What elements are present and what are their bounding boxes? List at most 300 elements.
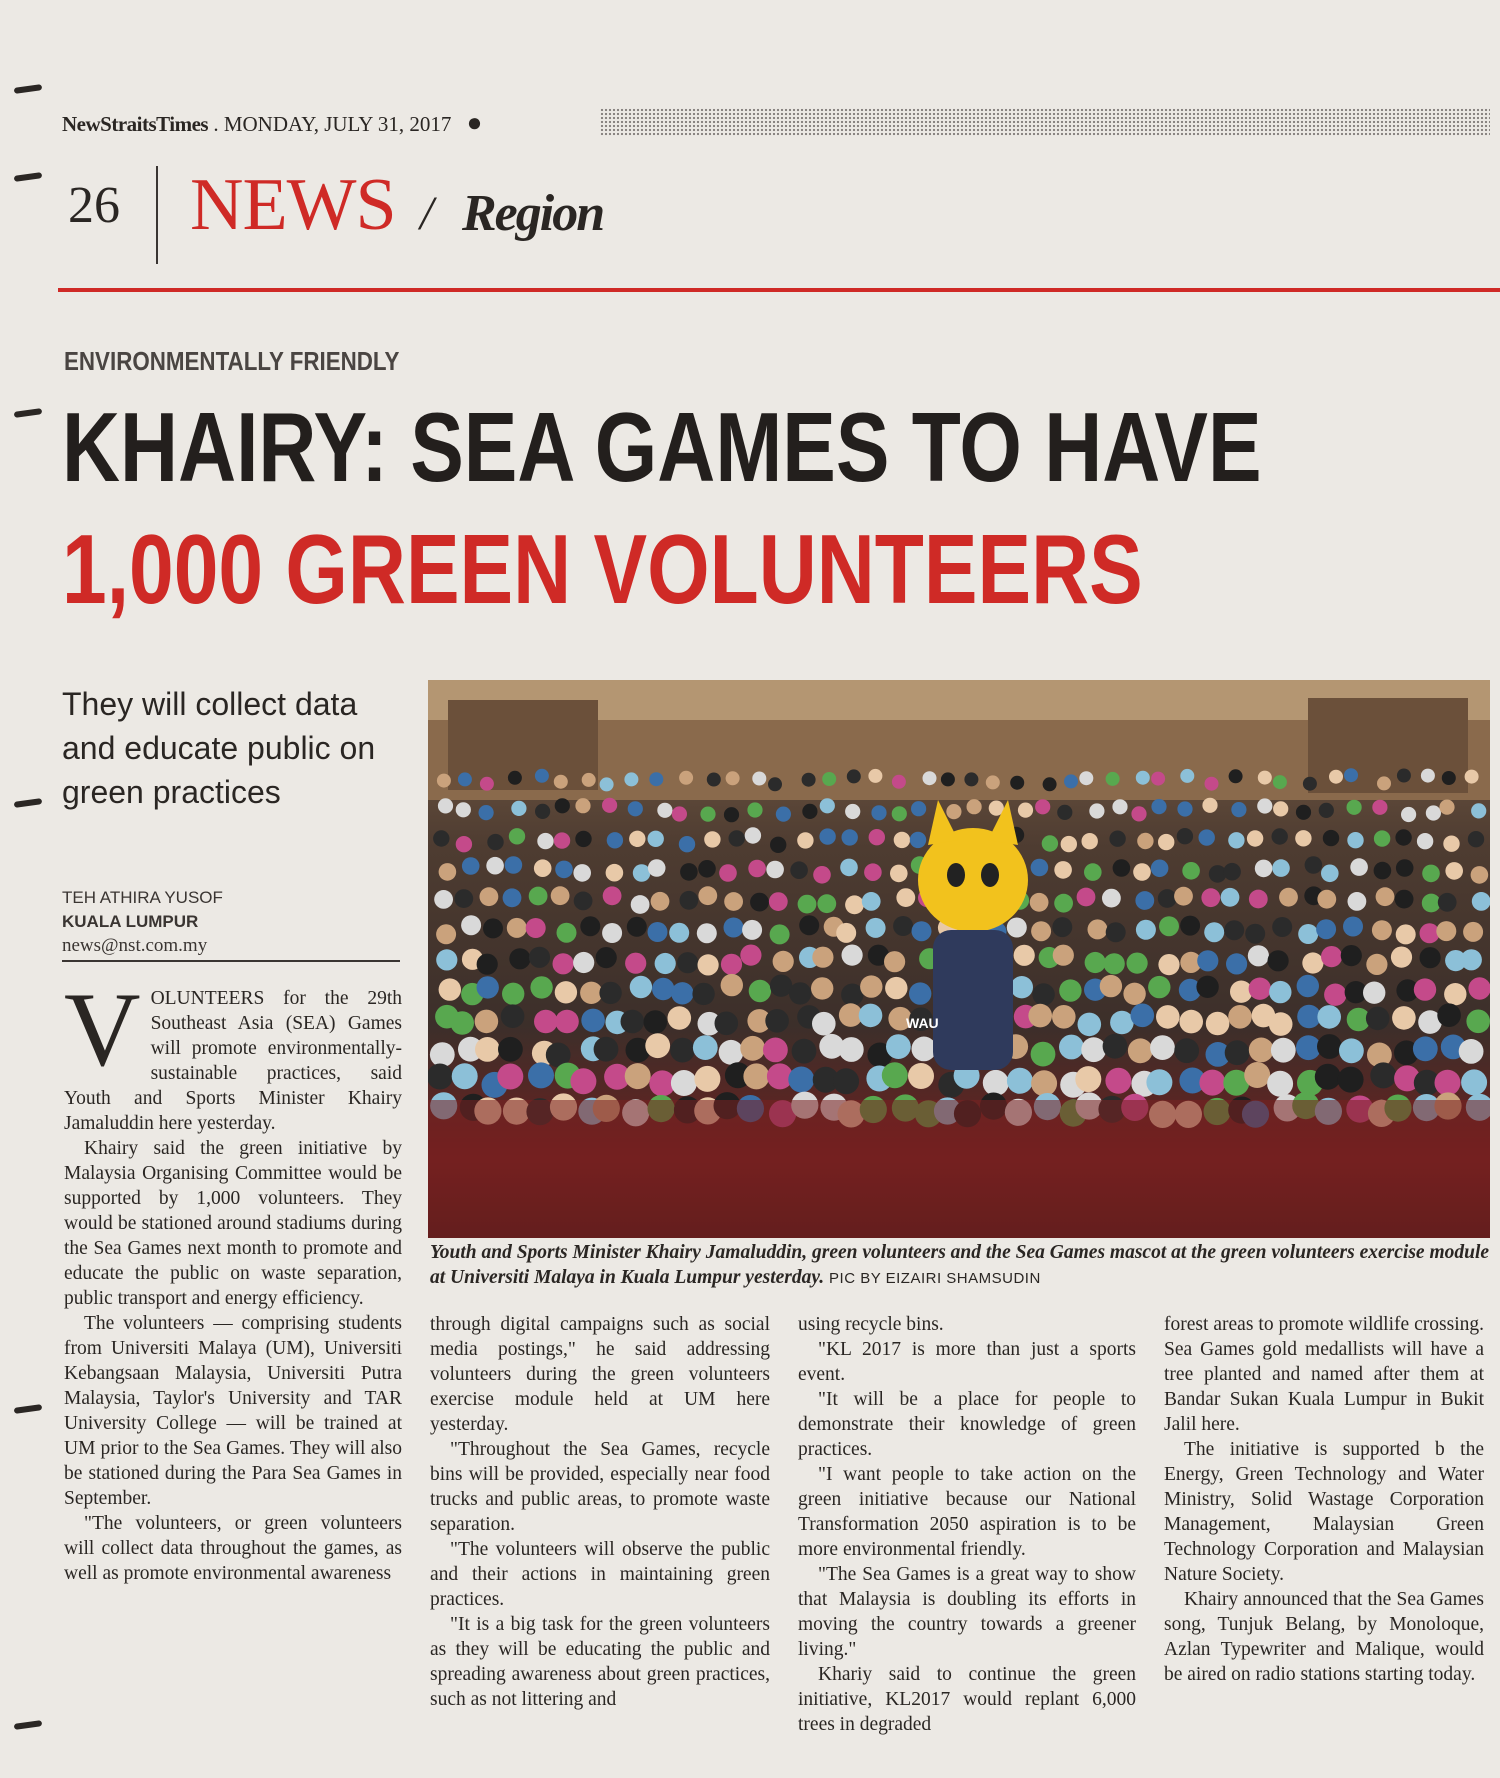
photo-credit: PIC BY EIZAIRI SHAMSUDIN (829, 1270, 1041, 1287)
issue-date: . MONDAY, JULY 31, 2017 (213, 112, 452, 136)
crowd-figure (1206, 1012, 1230, 1036)
crowd-figure (573, 864, 591, 882)
crowd-figure (1321, 946, 1342, 967)
crowd-figure (1437, 1003, 1461, 1027)
crowd-figure (1221, 888, 1240, 907)
byline-rule (62, 960, 400, 962)
crowd-figure (655, 953, 676, 974)
crowd-figure (1273, 801, 1288, 816)
crowd-figure (817, 894, 836, 913)
crowd-figure (1461, 1069, 1487, 1095)
crowd-figure (1053, 945, 1074, 966)
crowd-figure (1078, 1013, 1102, 1037)
crowd-figure (1054, 861, 1072, 879)
crowd-figure (864, 863, 882, 881)
crowd-figure (573, 952, 594, 973)
crowd-figure (1128, 1038, 1153, 1063)
crowd-figure (1315, 1064, 1341, 1090)
crowd-figure (845, 804, 860, 819)
crowd-figure (1438, 893, 1457, 912)
crowd-figure (1177, 828, 1193, 844)
crowd-figure (487, 834, 503, 850)
crowd-figure (1103, 1034, 1128, 1059)
crowd-figure (1010, 776, 1024, 790)
crowd-figure (836, 923, 856, 943)
crowd-figure (1146, 1069, 1172, 1095)
crowd-figure (555, 981, 577, 1003)
crowd-figure (1151, 772, 1165, 786)
crowd-figure (1079, 771, 1093, 785)
crowd-figure (557, 923, 577, 943)
crowd-figure (1296, 805, 1311, 820)
paragraph: The volunteers — comprising students from Universiti Malaya (UM), Universiti Kebangsaan Malaysia, Universiti Putra Malaysia, Taylor's University and TAR University College — will be trained at UM prior to the Sea Games. They will also be stationed during the Para Sea Games in September. (64, 1313, 402, 1509)
crowd-figure (1255, 860, 1273, 878)
crowd-figure (745, 827, 761, 843)
crowd-figure (555, 798, 570, 813)
section-rule (58, 288, 1500, 292)
crowd-figure (726, 771, 740, 785)
crowd-figure (866, 918, 886, 938)
crowd-figure (822, 772, 836, 786)
crowd-figure (773, 951, 794, 972)
crowd-figure (645, 1033, 670, 1058)
crowd-figure (1463, 922, 1483, 942)
crowd-figure (1395, 890, 1414, 909)
crowd-figure (1248, 945, 1269, 966)
crowd-figure (748, 860, 766, 878)
crowd-figure (555, 861, 573, 879)
paragraph: "It will be a place for people to demonstrate their knowledge of green practices. (798, 1389, 1136, 1460)
crowd-figure (1272, 828, 1288, 844)
crowd-figure (1197, 950, 1218, 971)
crowd-figure (1077, 888, 1096, 907)
crowd-figure (1295, 830, 1311, 846)
crowd-figure (625, 953, 646, 974)
paragraph: Khariy said to continue the green initiative, KL2017 would replant 6,000 trees in degraded (798, 1664, 1136, 1735)
crowd-figure (1442, 771, 1456, 785)
paragraph: "The volunteers, or green volunteers will collect data throughout the games, as well as promote environmental awareness (64, 1513, 402, 1584)
crowd-figure (535, 769, 549, 783)
crowd-figure (668, 1006, 692, 1030)
crowd-figure (912, 921, 932, 941)
crowd-figure (575, 798, 590, 813)
crowd-figure (1028, 1004, 1052, 1028)
crowd-figure (486, 857, 504, 875)
crowd-figure (719, 864, 737, 882)
crowd-figure (697, 923, 717, 943)
crowd-figure (1374, 862, 1392, 880)
crowd-figure (644, 1010, 668, 1034)
crowd-figure (633, 864, 651, 882)
masthead-dotted-strip (600, 108, 1490, 136)
crowd-figure (700, 807, 715, 822)
crowd-figure (483, 918, 503, 938)
binding-mark (14, 408, 43, 418)
standfirst: They will collect data and educate public on green practices (62, 686, 376, 810)
crowd-figure (671, 982, 693, 1004)
crowd-figure (1377, 776, 1391, 790)
crowd-figure (570, 1068, 596, 1094)
crowd-figure (1339, 1038, 1364, 1063)
crowd-figure (680, 863, 698, 881)
crowd-figure (1305, 856, 1323, 874)
crowd-figure (698, 860, 716, 878)
newspaper-name: NewStraitsTimes (62, 112, 209, 136)
crowd-figure (724, 807, 739, 822)
crowd-figure (1391, 947, 1412, 968)
crowd-figure (752, 772, 766, 786)
bullet-dot-icon: ● (466, 108, 483, 137)
crowd-figure (721, 954, 742, 975)
crowd-figure (534, 859, 552, 877)
crowd-figure (1032, 983, 1054, 1005)
crowd-figure (1273, 775, 1287, 789)
crowd-figure (628, 801, 643, 816)
crowd-figure (509, 948, 530, 969)
crowd-figure (1102, 889, 1121, 908)
crowd-figure (1136, 920, 1156, 940)
crowd-figure (1466, 1010, 1490, 1034)
crowd-figure (1148, 976, 1170, 998)
crowd-figure (1031, 859, 1049, 877)
crowd-figure (1258, 771, 1272, 785)
crowd-figure (1061, 836, 1077, 852)
crowd-figure (707, 773, 721, 787)
crowd-figure (1344, 768, 1358, 782)
crowd-figure (1302, 952, 1323, 973)
crowd-figure (1228, 1005, 1252, 1029)
crowd-figure (1151, 860, 1169, 878)
crowd-figure (1422, 894, 1441, 913)
crowd-figure (693, 1035, 718, 1060)
crowd-figure (802, 804, 817, 819)
crowd-figure (1435, 1070, 1461, 1096)
crowd-figure (802, 773, 816, 787)
crowd-figure (1279, 888, 1298, 907)
crowd-figure (629, 831, 645, 847)
crowd-figure (770, 975, 792, 997)
crowd-figure (1272, 859, 1290, 877)
crowd-figure (651, 892, 670, 911)
binding-mark (14, 84, 43, 94)
crowd-figure (649, 772, 663, 786)
crowd-figure (770, 924, 790, 944)
crowd-figure (1421, 769, 1435, 783)
crowd-figure (813, 866, 831, 884)
crowd-figure (1131, 1004, 1155, 1028)
paragraph: through digital campaigns such as social media postings," he said addressing volunteers during the green volunteers exercise module held at UM here yesterday. (430, 1314, 770, 1435)
crowd-figure (1180, 916, 1200, 936)
crowd-figure (652, 978, 674, 1000)
kicker: ENVIRONMENTALLY FRIENDLY (64, 346, 400, 376)
crowd-figure (1271, 1038, 1296, 1063)
crowd-figure (1159, 916, 1179, 936)
news-photo (428, 680, 1490, 1238)
crowd-figure (461, 915, 481, 935)
crowd-figure (526, 918, 546, 938)
crowd-figure (1414, 978, 1436, 1000)
crowd-figure (1249, 890, 1268, 909)
crowd-figure (437, 774, 451, 788)
crowd-figure (790, 861, 808, 879)
crowd-figure (909, 982, 931, 1004)
crowd-figure (862, 892, 881, 911)
crowd-figure (477, 976, 499, 998)
crowd-figure (1317, 1034, 1342, 1059)
crowd-figure (1468, 977, 1490, 999)
crowd-figure (1052, 1005, 1076, 1029)
crowd-figure (797, 832, 813, 848)
crowd-figure (454, 889, 473, 908)
byline-author: TEH ATHIRA YUSOF (62, 888, 223, 907)
crowd-figure (1439, 800, 1454, 815)
crowd-figure (1316, 919, 1336, 939)
crowd-figure (1151, 799, 1166, 814)
crowd-figure (724, 918, 744, 938)
crowd-figure (501, 1004, 525, 1028)
crowd-figure (1297, 1005, 1321, 1029)
crowd-figure (430, 1042, 455, 1067)
crowd-figure (1031, 1042, 1056, 1067)
crowd-figure (1204, 922, 1224, 942)
crowd-figure (1225, 1040, 1250, 1065)
crowd-figure (1011, 976, 1033, 998)
subsection-title: Region (462, 185, 604, 242)
crowd-figure (456, 836, 472, 852)
crowd-figure (1014, 945, 1035, 966)
crowd-figure (1350, 858, 1368, 876)
paragraph: using recycle bins. (798, 1314, 944, 1335)
crowd-figure (1372, 800, 1387, 815)
crowd-figure (669, 923, 689, 943)
crowd-figure (1031, 1070, 1057, 1096)
crowd-figure (1106, 772, 1120, 786)
crowd-figure (1321, 865, 1339, 883)
crowd-figure (923, 771, 937, 785)
crowd-figure (1105, 1068, 1131, 1094)
crowd-figure (582, 773, 596, 787)
crowd-figure (1088, 919, 1108, 939)
crowd-figure (1109, 831, 1125, 847)
crowd-figure (509, 828, 525, 844)
crowd-figure (438, 798, 453, 813)
crowd-figure (1174, 887, 1193, 906)
crowd-figure (1089, 803, 1104, 818)
crowd-figure (1113, 859, 1131, 877)
crowd-figure (1030, 893, 1049, 912)
crowd-figure (1420, 923, 1440, 943)
byline (62, 886, 402, 958)
crowd-figure (1196, 976, 1218, 998)
crowd-figure (812, 947, 833, 968)
crowd-figure (1106, 922, 1126, 942)
crowd-figure (1298, 924, 1318, 944)
crowd-figure (1324, 984, 1346, 1006)
crowd-figure (456, 802, 471, 817)
crowd-figure (1426, 805, 1441, 820)
crowd-figure (892, 806, 907, 821)
crowd-figure (580, 916, 600, 936)
crowd-figure (480, 777, 494, 791)
paragraph: "It is a big task for the green volunteers as they will be educating the public and spreading awareness about green practices, such as not littering and (430, 1614, 770, 1710)
crowd-figure (964, 772, 978, 786)
photo-caption (430, 1240, 1492, 1291)
crowd-figure (1158, 889, 1177, 908)
crowd-figure (869, 829, 885, 845)
article-column-3 (798, 1312, 1136, 1737)
crowd-figure (719, 1040, 744, 1065)
crowd-figure (1158, 954, 1179, 975)
section-slash: / (420, 187, 434, 240)
crowd-figure (789, 982, 811, 1004)
paragraph: "The volunteers will observe the public and their actions in maintaining green practices. (430, 1539, 770, 1610)
crowd-figure (798, 895, 817, 914)
crowd-figure (1395, 829, 1411, 845)
crowd-figure (799, 915, 819, 935)
crowd-figure (1085, 952, 1106, 973)
crowd-figure (630, 976, 652, 998)
crowd-figure (1268, 950, 1289, 971)
crowd-figure (724, 892, 743, 911)
crowd-figure (1269, 981, 1291, 1003)
crowd-figure (624, 772, 638, 786)
crowd-figure (1376, 887, 1395, 906)
crowd-figure (1064, 774, 1078, 788)
crowd-figure (1081, 1037, 1106, 1062)
crowd-figure (657, 803, 672, 818)
crowd-figure (1436, 921, 1456, 941)
paragraph: "Throughout the Sea Games, recycle bins will be provided, especially near food trucks and public areas, to promote waste separation. (430, 1439, 770, 1535)
crowd-figure (602, 798, 617, 813)
crowd-figure (1397, 769, 1411, 783)
crowd-figure (1110, 1011, 1134, 1035)
crowd-figure (1319, 803, 1334, 818)
crowd-figure (1018, 803, 1033, 818)
crowd-figure (1468, 831, 1484, 847)
crowd-figure (502, 983, 524, 1005)
crowd-figure (537, 833, 553, 849)
crowd-figure (1269, 1012, 1293, 1036)
crowd-figure (580, 982, 602, 1004)
crowd-figure (1059, 979, 1081, 1001)
crowd-figure (765, 1009, 789, 1033)
binding-mark (14, 1720, 43, 1730)
crowd-figure (868, 769, 882, 783)
crowd-figure (606, 864, 624, 882)
crowd-figure (747, 802, 762, 817)
crowd-figure (1417, 833, 1433, 849)
crowd-figure (842, 829, 858, 845)
crowd-figure (1461, 949, 1482, 970)
crowd-figure (743, 1063, 769, 1089)
binding-mark (14, 798, 43, 808)
crowd-figure (479, 805, 494, 820)
crowd-figure (530, 976, 552, 998)
crowd-figure (729, 830, 745, 846)
byline-location: KUALA LUMPUR (62, 912, 199, 931)
crowd-figure (740, 1036, 765, 1061)
paragraph: "The Sea Games is a great way to show that Malaysia is doubling its efforts in moving the country towards a greener living." (798, 1564, 1136, 1660)
crowd-figure (1199, 829, 1215, 845)
crowd-figure (983, 1070, 1009, 1096)
crowd-figure (1084, 863, 1102, 881)
crowd-figure (1007, 918, 1027, 938)
crowd-figure (1267, 1071, 1293, 1097)
crowd-figure (788, 1067, 814, 1093)
paragraph: forest areas to promote wildlife crossing. Sea Games gold medallists will have a tree planted and named after them at Bandar Sukan Kuala Lumpur in Bukit Jalil here. (1164, 1314, 1484, 1435)
crowd-figure (884, 951, 905, 972)
crowd-figure (631, 895, 650, 914)
crowd-figure (750, 893, 769, 912)
crowd-figure (1272, 917, 1292, 937)
crowd-figure (1244, 1062, 1270, 1088)
headline-line-2: 1,000 GREEN VOLUNTEERS (62, 514, 1143, 624)
crowd-figure (847, 769, 861, 783)
paragraph: Khairy said the green initiative by Malaysia Organising Committee would be supported by 1,000 volunteers. They would be stationed around stadiums during the Sea Games next month to promote and educate the public on waste separation, public transport and energy efficiency. (64, 1138, 402, 1309)
crowd-figure (1177, 801, 1192, 816)
crowd-figure (1156, 1005, 1180, 1029)
crowd-figure (1247, 830, 1263, 846)
crowd-figure (498, 1037, 523, 1062)
header-divider (156, 166, 158, 264)
crowd-figure (1245, 924, 1265, 944)
crowd-figure (648, 859, 666, 877)
crowd-figure (555, 1010, 579, 1034)
crowd-figure (602, 923, 622, 943)
crowd-figure (1459, 1039, 1484, 1064)
crowd-figure (1366, 954, 1387, 975)
crowd-figure (1257, 798, 1272, 813)
crowd-figure (742, 920, 762, 940)
crowd-figure (698, 886, 717, 905)
crowd-figure (1231, 802, 1246, 817)
crowd-figure (596, 947, 617, 968)
crowd-figure (911, 801, 926, 816)
crowd-figure (1158, 834, 1174, 850)
crowd-figure (450, 1011, 474, 1035)
crowd-figure (529, 887, 548, 906)
crowd-figure (1043, 777, 1057, 791)
crowd-figure (1136, 771, 1150, 785)
crowd-figure (648, 831, 664, 847)
crowd-figure (1471, 866, 1489, 884)
crowd-figure (599, 982, 621, 1004)
crowd-figure (554, 775, 568, 789)
article-column-4 (1164, 1312, 1484, 1687)
crowd-figure (671, 1070, 697, 1096)
crowd-figure (896, 888, 915, 907)
crowd-figure (1413, 1036, 1438, 1061)
crowd-figure (698, 954, 719, 975)
page-number: 26 (68, 177, 120, 234)
crowd-figure (1422, 865, 1440, 883)
crowd-figure (1205, 777, 1219, 791)
crowd-figure (1338, 1067, 1364, 1093)
crowd-figure (1297, 975, 1319, 997)
crowd-figure (1317, 890, 1336, 909)
crowd-figure (894, 832, 910, 848)
crowd-figure (1123, 983, 1145, 1005)
crowd-figure (1471, 803, 1486, 818)
crowd-figure (603, 886, 622, 905)
crowd-figure (1182, 862, 1200, 880)
crowd-figure (477, 954, 498, 975)
crowd-figure (845, 895, 864, 914)
crowd-figure (553, 953, 574, 974)
crowd-figure (534, 1010, 558, 1034)
crowd-figure (1226, 953, 1247, 974)
crowd-figure (820, 798, 835, 813)
